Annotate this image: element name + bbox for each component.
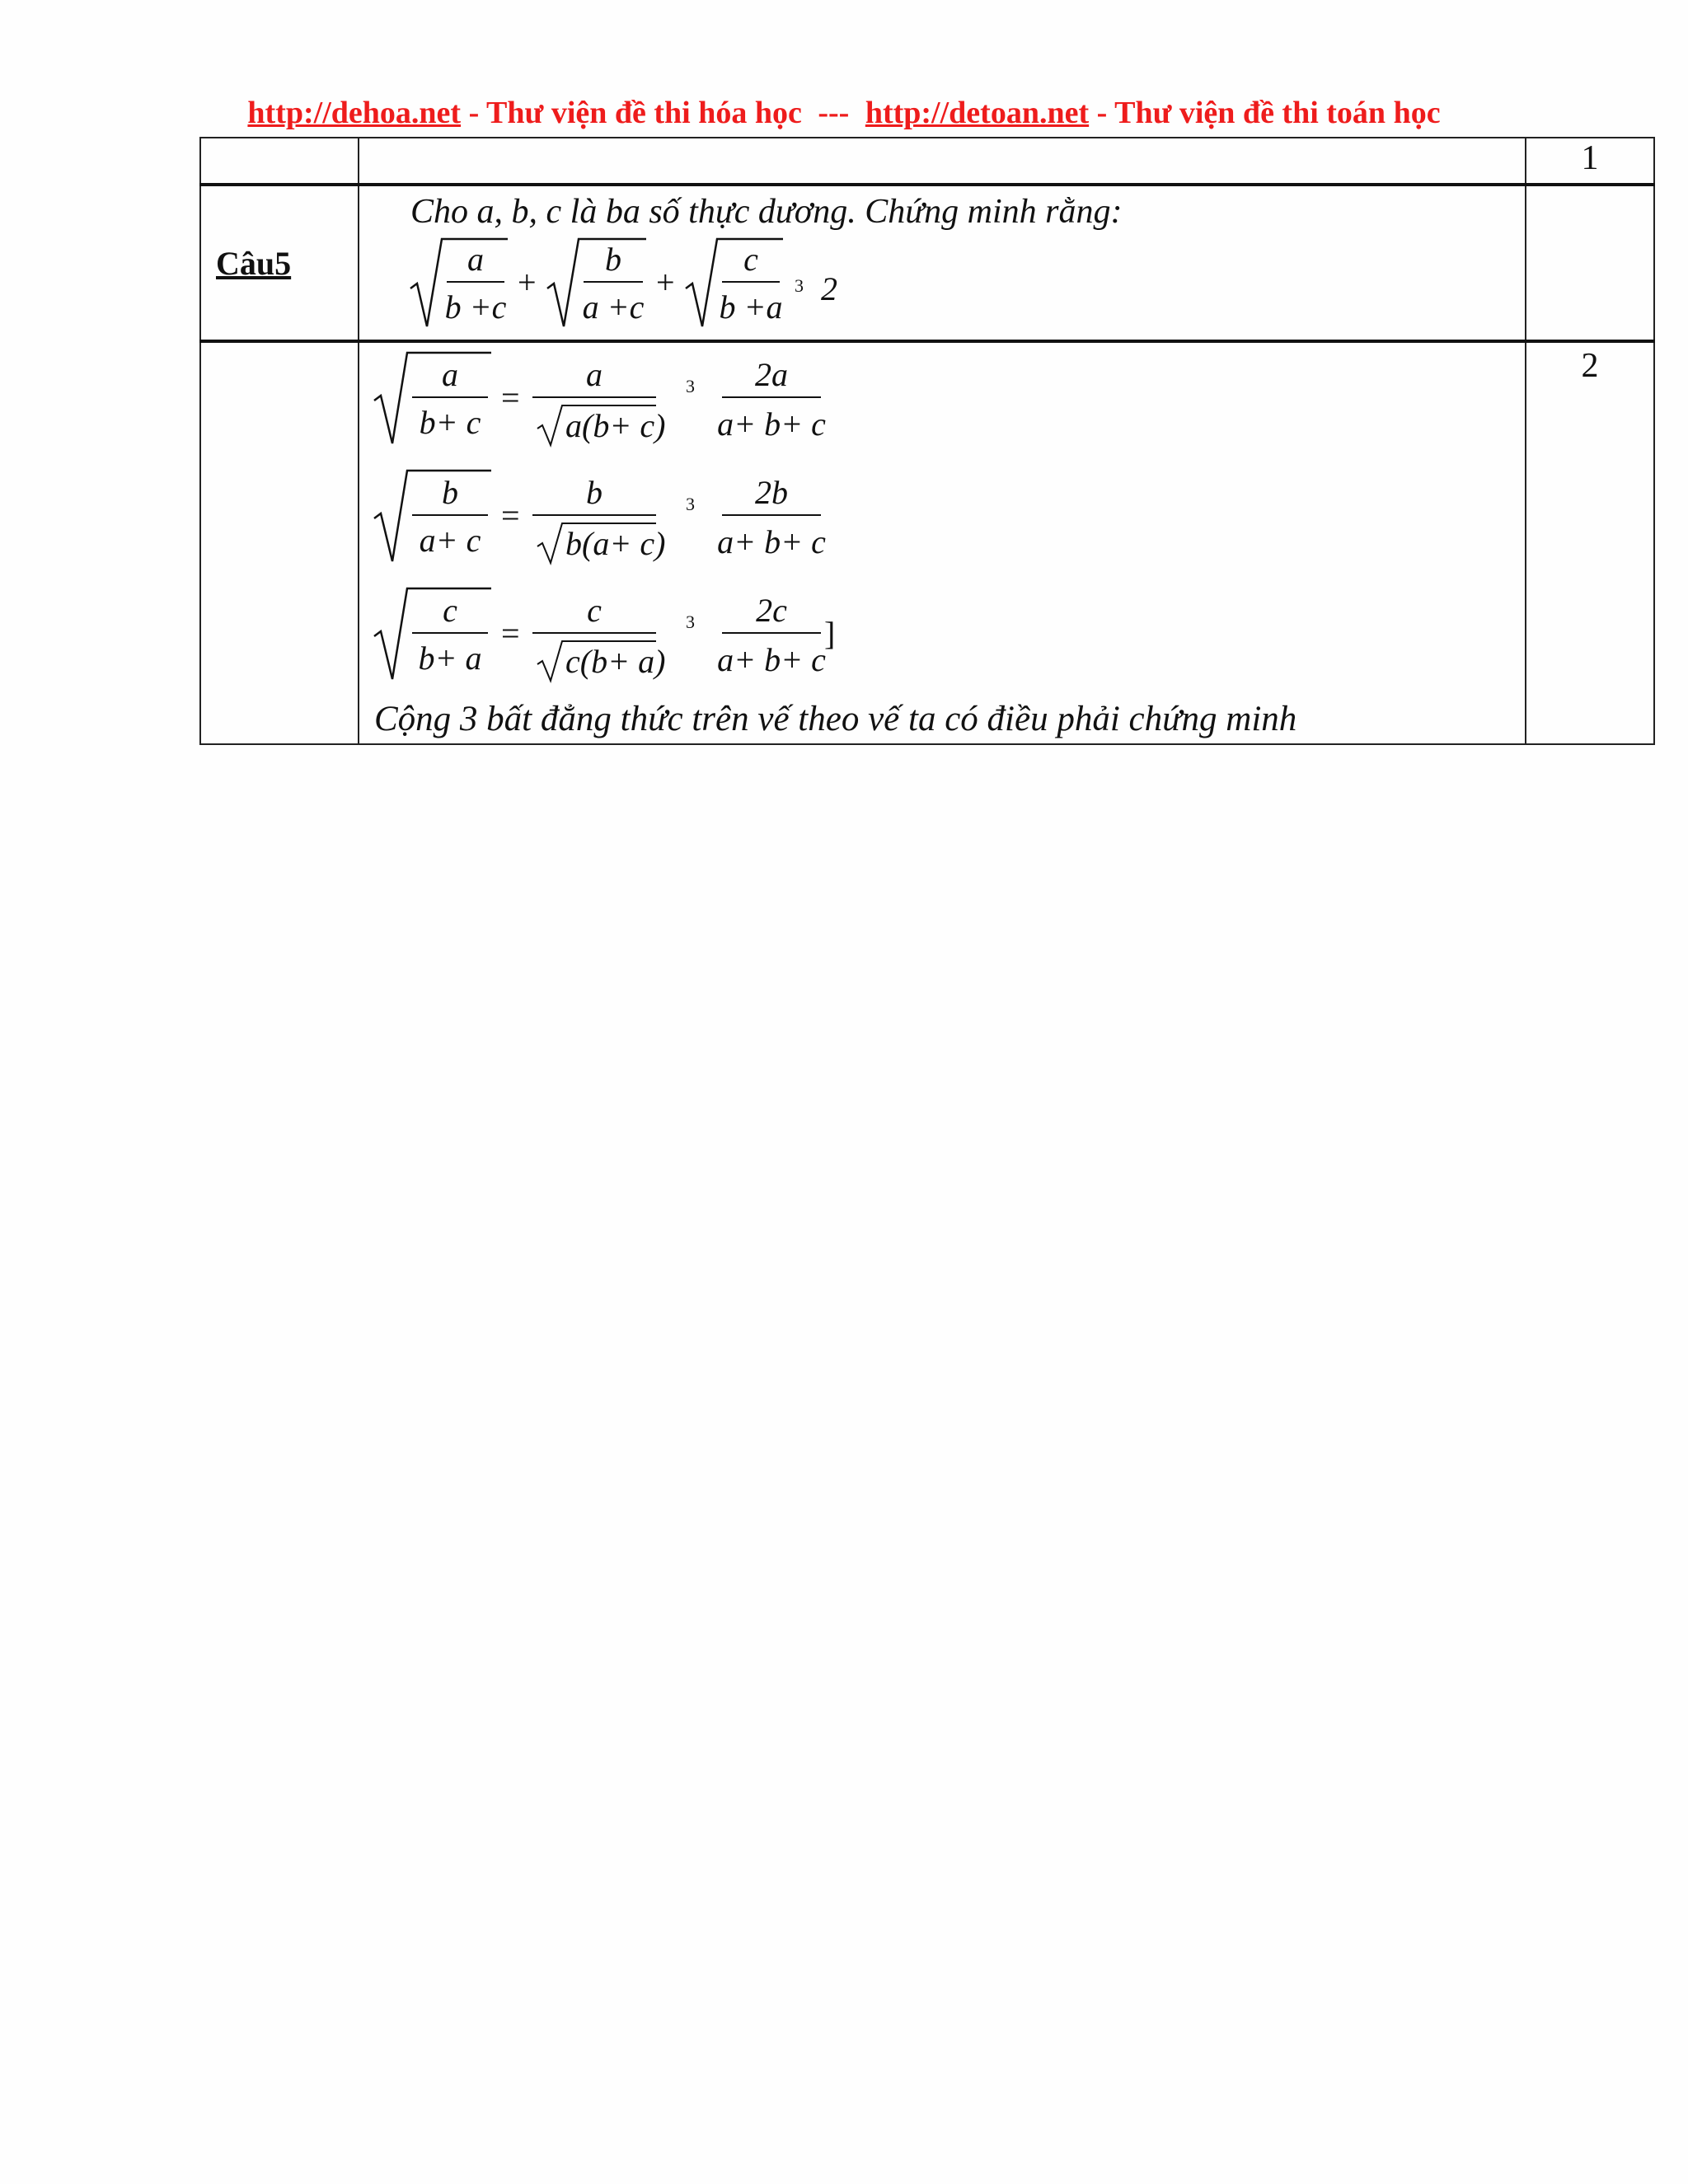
denominator: b+ c (419, 404, 481, 441)
points-cell (1526, 185, 1654, 341)
relation-symbol: 3 (795, 275, 804, 296)
denominator: a+ b+ c (717, 641, 826, 678)
label-cell (200, 341, 359, 744)
numerator: a (467, 241, 484, 278)
content-cell (359, 341, 1526, 744)
numerator: a (586, 356, 603, 393)
relation-symbol: 3 (686, 612, 695, 632)
numerator: b (586, 474, 603, 511)
rhs-value: 2 (821, 270, 837, 307)
table-row (200, 341, 1654, 744)
numerator: b (442, 474, 458, 511)
content-cell (359, 185, 1526, 341)
label-cell (200, 138, 359, 185)
numerator: 2c (756, 592, 787, 629)
header-text-dehoa: - Thư viện đề thi hóa học (468, 96, 802, 130)
label-cell (200, 185, 359, 341)
numerator: a (442, 356, 458, 393)
denominator: a+ c (419, 522, 481, 559)
header-link-detoan[interactable]: http://detoan.net (865, 96, 1090, 130)
equals-sign: = (501, 497, 520, 534)
points-value: 2 (1581, 347, 1599, 385)
bracket: ] (824, 615, 836, 652)
inequality-formula (359, 229, 1526, 333)
denominator: b(a+ c) (565, 525, 666, 562)
denominator: c(b+ a) (565, 643, 666, 680)
table-row (200, 185, 1654, 341)
numerator: c (443, 592, 457, 629)
numerator: b (605, 241, 621, 278)
numerator: c (587, 592, 602, 629)
denominator: a+ b+ c (717, 405, 826, 443)
denominator: a(b+ c) (565, 407, 666, 444)
points-cell (1526, 138, 1654, 185)
proof-conclusion: Cộng 3 bất đẳng thức trên vế theo vế ta có điều phải chứng minh (374, 700, 1297, 738)
equals-sign: = (501, 379, 520, 416)
problem-statement: Cho a, b, c là ba số thực dương. Chứng minh rằng: (410, 193, 1123, 231)
points-value: 1 (1581, 139, 1599, 177)
points-cell (1526, 341, 1654, 744)
numerator: 2b (755, 474, 788, 511)
page-header (0, 97, 1688, 129)
header-text-detoan: - Thư viện đề thi toán học (1096, 96, 1441, 130)
header-separator: --- (818, 96, 850, 130)
exam-table (199, 137, 1655, 745)
equals-sign: = (501, 615, 520, 652)
relation-symbol: 3 (686, 494, 695, 514)
plus-sign: + (518, 264, 537, 301)
denominator: a+ b+ c (717, 523, 826, 560)
question-label: Câu5 (216, 245, 292, 282)
denominator: b+ a (418, 640, 482, 677)
relation-symbol: 3 (686, 376, 695, 396)
denominator: a +c (582, 288, 645, 326)
denominator: b +a (719, 288, 783, 326)
plus-sign: + (656, 264, 675, 301)
denominator: b +c (444, 288, 507, 326)
numerator: 2a (755, 356, 788, 393)
numerator: c (743, 241, 758, 278)
header-link-dehoa[interactable]: http://dehoa.net (247, 96, 462, 130)
proof-formulas (359, 343, 1526, 704)
